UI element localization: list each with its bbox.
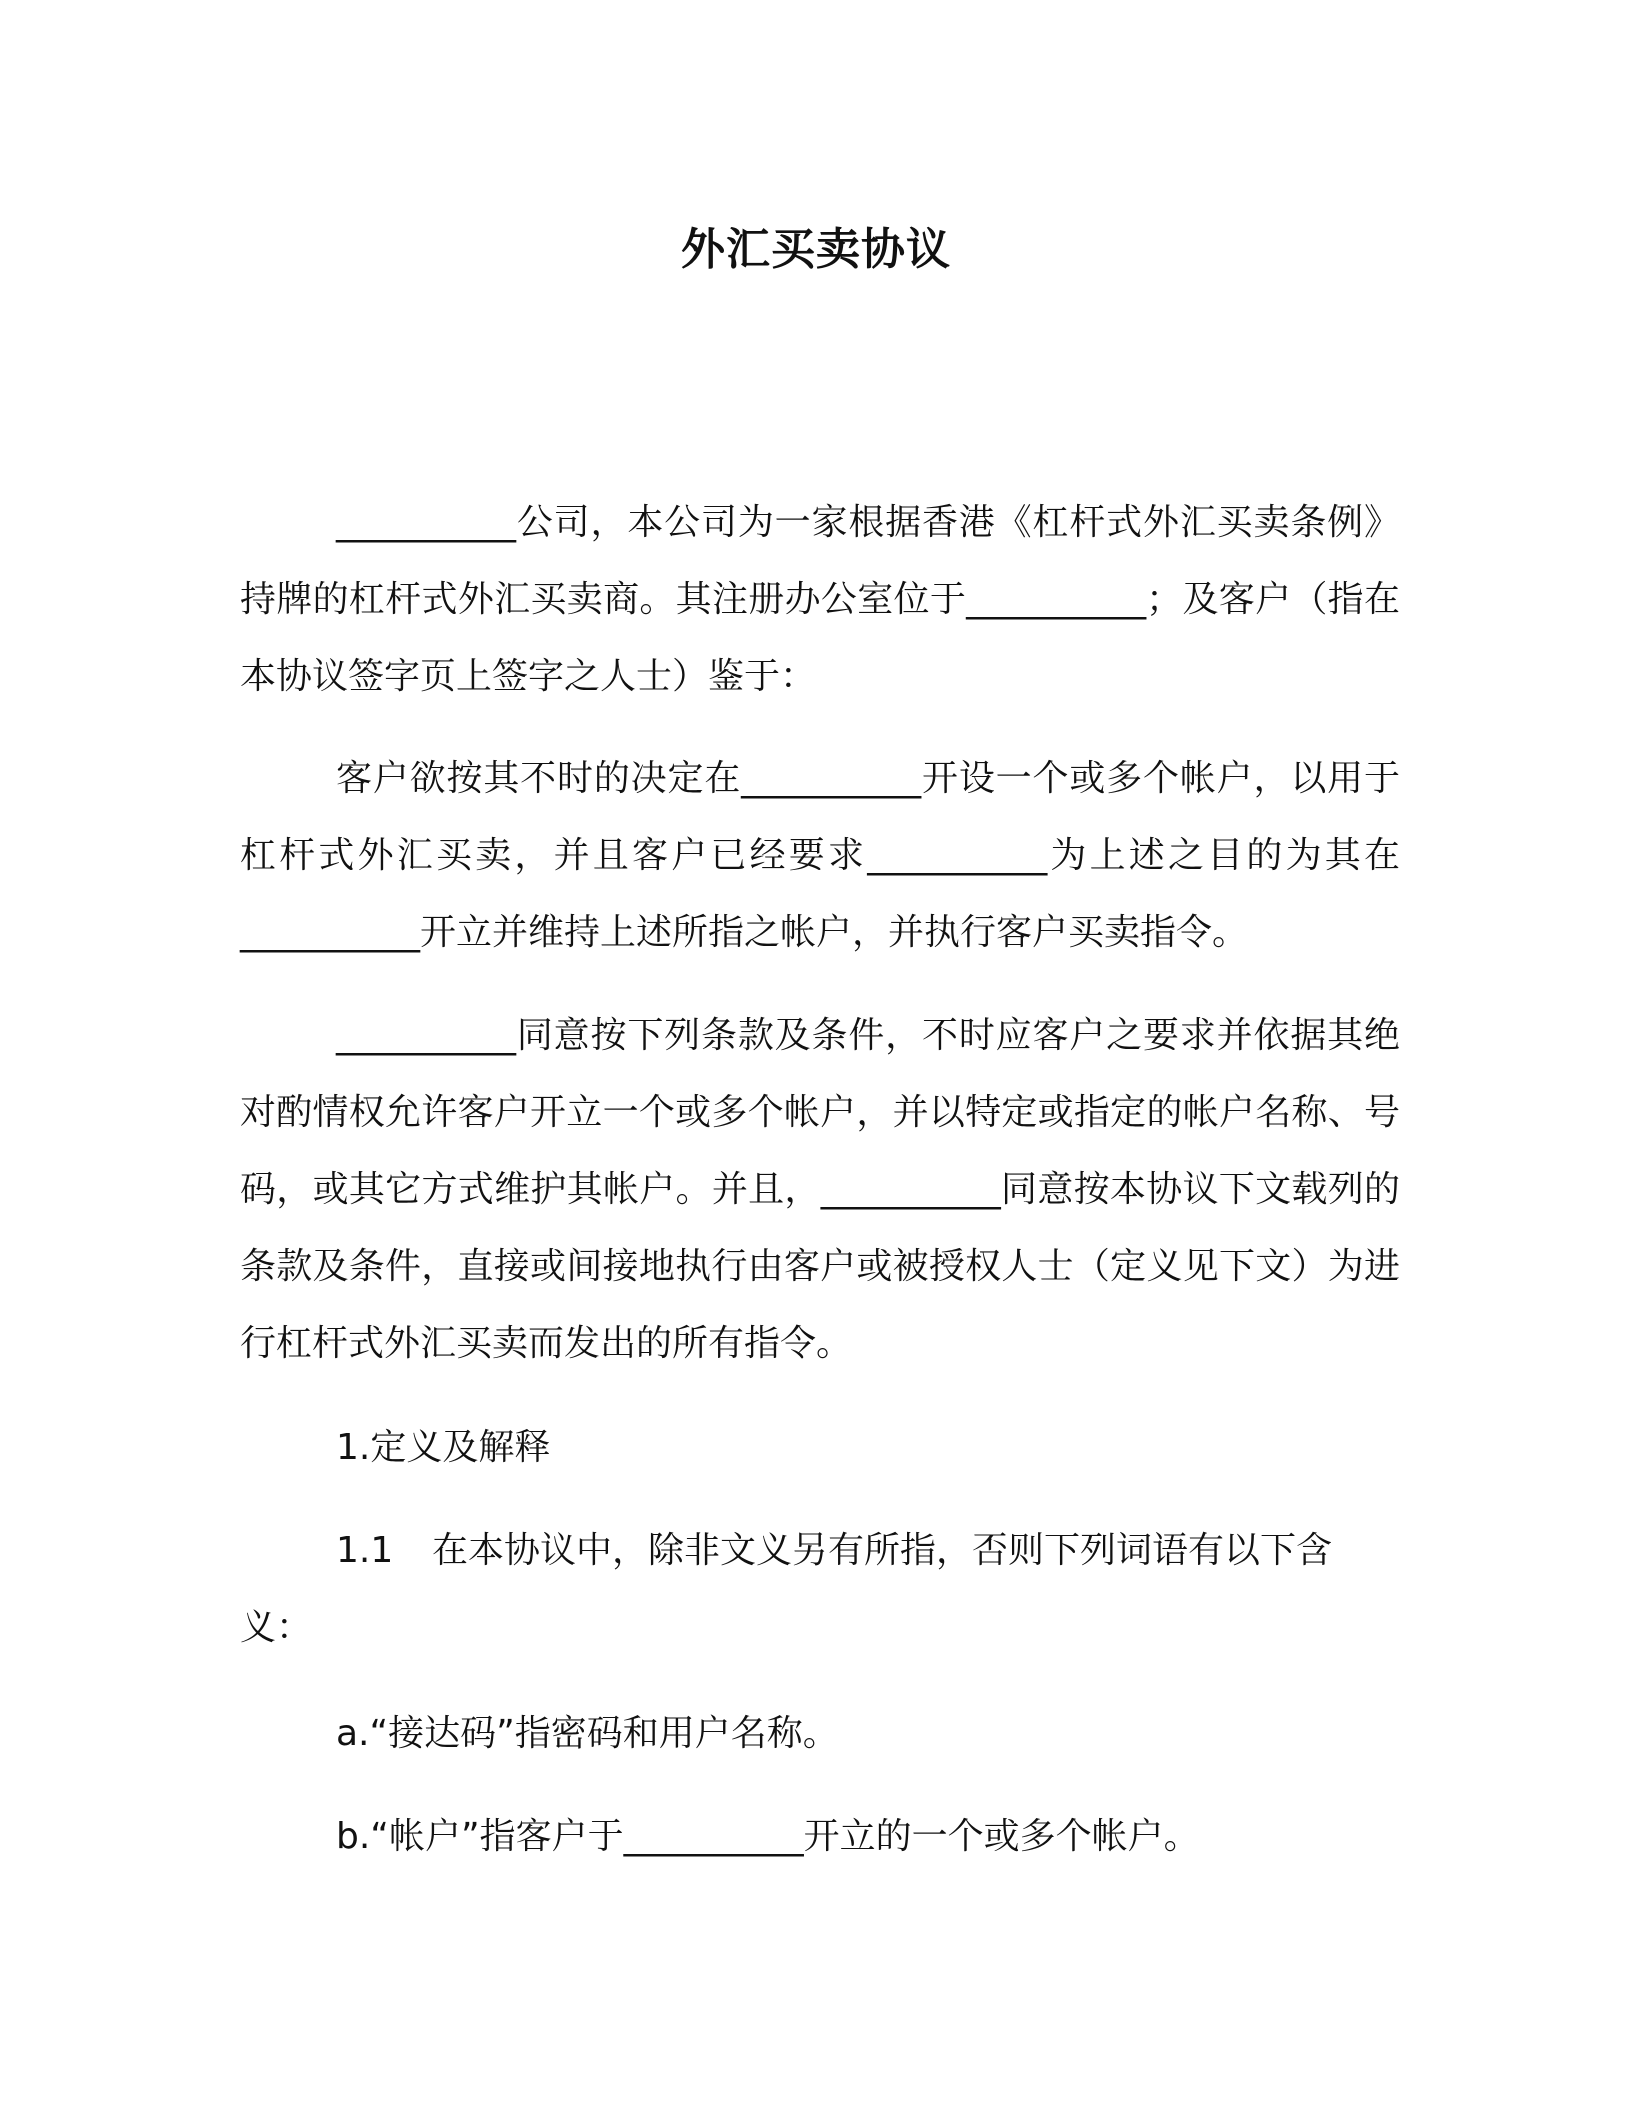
clause-1-1 — [240, 1512, 1400, 1666]
agreement-paragraph: __________同意按下列条款及条件，不时应客户之要求并依据其绝对酌情权允许客户开立一个或多个帐户，并以特定或指定的帐户名称、号码，或其它方式维护其帐户。并且，__________同意按本协议下文载列的条款及条件，直接或间接地执行由客户或被授权人士（定义见下文）为进行杠杆式外汇买卖而发出的所有指令。 — [240, 1015, 1400, 1364]
definition-item-b: b.“帐户”指客户于__________开立的一个或多个帐户。 — [336, 1816, 1200, 1857]
clause-text: 在本协议中，除非文义另有所指，否则下列词语有以下含义： — [240, 1530, 1333, 1648]
document-title: 外汇买卖协议 — [681, 224, 951, 275]
clause-number: 1.1 — [336, 1530, 394, 1571]
intro-paragraph: __________公司，本公司为一家根据香港《杠杆式外汇买卖条例》持牌的杠杆式外汇买卖商。其注册办公室位于__________；及客户（指在本协议签字页上签字之人士）鉴于： — [240, 502, 1400, 697]
definition-item-a: a.“接达码”指密码和用户名称。 — [336, 1713, 839, 1754]
recital-paragraph: 客户欲按其不时的决定在__________开设一个或多个帐户，以用于杠杆式外汇买卖，并且客户已经要求__________为上述之目的为其在__________开立并维持上述所指之帐户，并执行客户买卖指令。 — [240, 758, 1400, 953]
section-heading: 1.定义及解释 — [336, 1427, 551, 1468]
